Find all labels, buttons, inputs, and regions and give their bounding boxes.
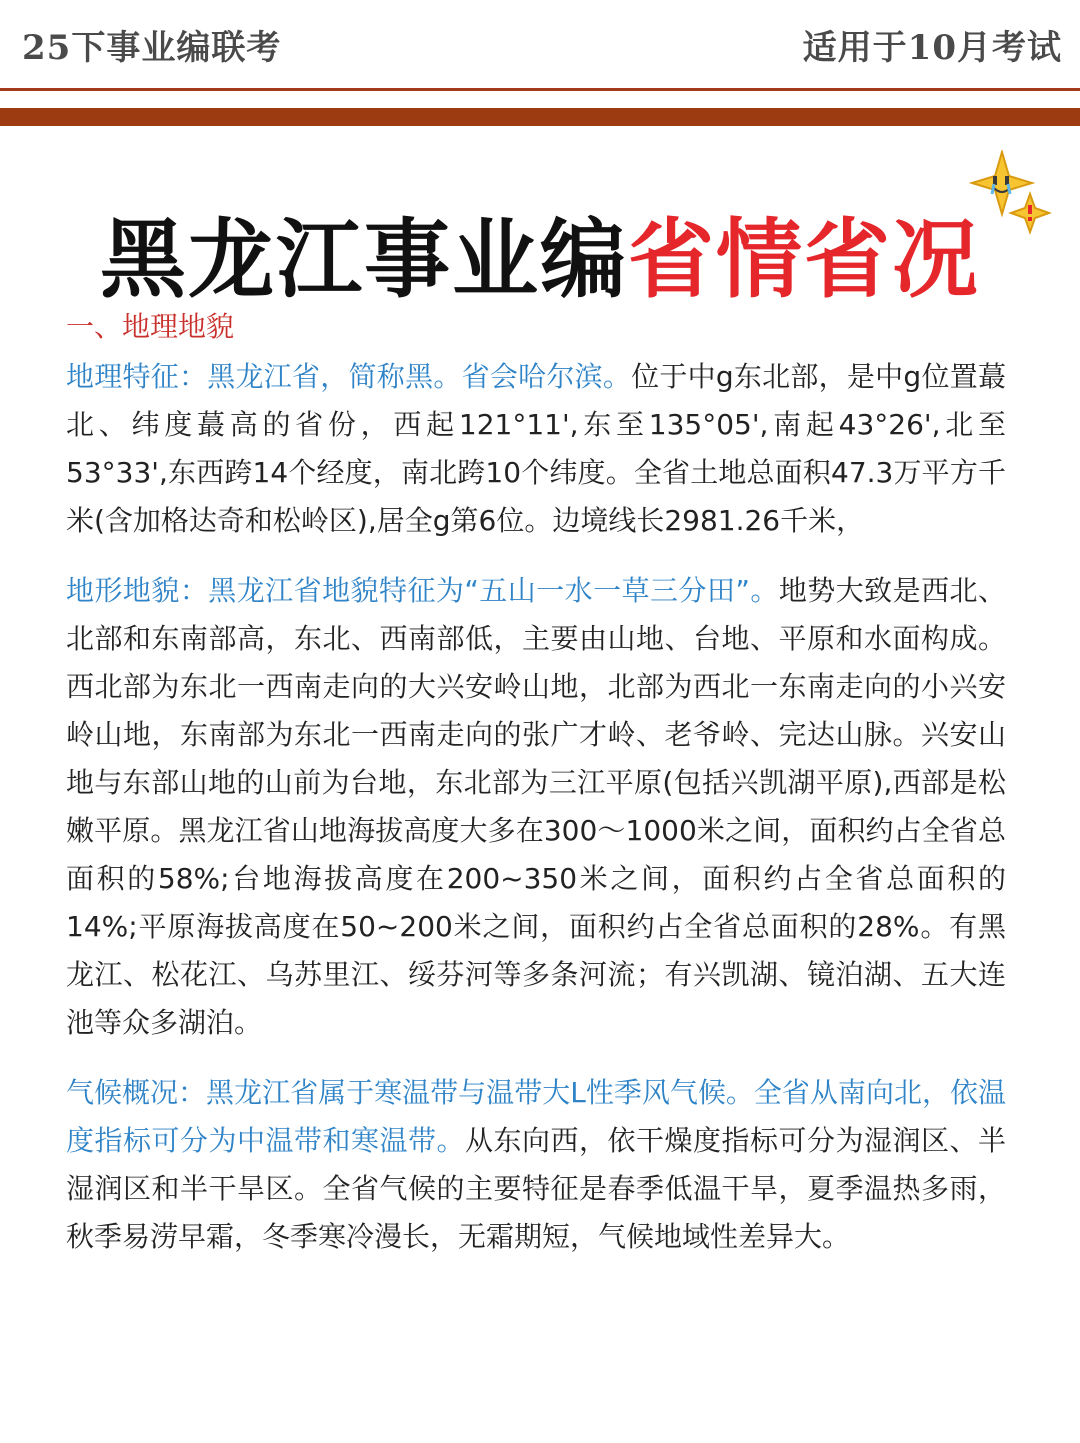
- title-part-red: 省情省况: [628, 210, 980, 310]
- paragraph-lead: 地理特征：黑龙江省，简称黑。省会哈尔滨。: [66, 360, 632, 393]
- header-divider-thin: [0, 88, 1080, 91]
- page-title: [0, 190, 1080, 314]
- header-divider-thick: [0, 108, 1080, 126]
- page-header: [0, 0, 1080, 88]
- paragraph-climate: [66, 1069, 1006, 1261]
- sparkle-stars-icon: [968, 150, 1058, 240]
- header-exam-date: 适用于10月考试: [802, 28, 1062, 68]
- paragraph-lead: 地形地貌：黑龙江省地貌特征为“五山一水一草三分田”。: [66, 574, 779, 607]
- paragraph-body: 地势大致是西北、北部和东南部高，东北、西南部低，主要由山地、台地、平原和水面构成。西北部为东北一西南走向的大兴安岭山地，北部为西北一东南走向的小兴安岭山地，东南部为东北一西南走向的张广才岭、老爷岭、完达山脉。兴安山地与东部山地的山前为台地，东北部为三江平原(包括兴凯湖平原),西部是松嫩平原。黑龙江省山地海拔高度大多在300～1000米之间，面积约占全省总面积的58%;台地海拔高度在200~350米之间，面积约占全省总面积的14%;平原海拔高度在50~200米之间，面积约占全省总面积的28%。有黑龙江、松花江、乌苏里江、绥芬河等多条河流；有兴凯湖、镜泊湖、五大连池等众多湖泊。: [66, 574, 1006, 1039]
- section-heading: 一、地理地貌: [66, 310, 235, 343]
- content-area: [66, 305, 1006, 1283]
- paragraph-body: 位于中g东北部，是中g位置蕞北、纬度蕞高的省份，西起121°11',东至135°05',南起43°26',北至53°33',东西跨14个经度，南北跨10个纬度。全省土地总面积47.3万平方千米(含加格达奇和松岭区),居全g第6位。边境线长2981.26千米，: [66, 360, 1006, 537]
- paragraph-terrain: [66, 567, 1006, 1047]
- paragraph-lead: 气候概况：黑龙江省属于寒温带与温带大L性季风气候。全省从南向北，依温度指标可分为中温带和寒温带。: [66, 1076, 1006, 1157]
- paragraph-body: 从东向西，依干燥度指标可分为湿润区、半湿润区和半干旱区。全省气候的主要特征是春季低温干旱，夏季温热多雨，秋季易涝早霜，冬季寒冷漫长，无霜期短，气候地域性差异大。: [66, 1124, 1006, 1253]
- header-exam-name: 25下事业编联考: [22, 28, 282, 68]
- title-part-black: 黑龙江事业编: [100, 210, 628, 310]
- paragraph-geography: [66, 353, 1006, 545]
